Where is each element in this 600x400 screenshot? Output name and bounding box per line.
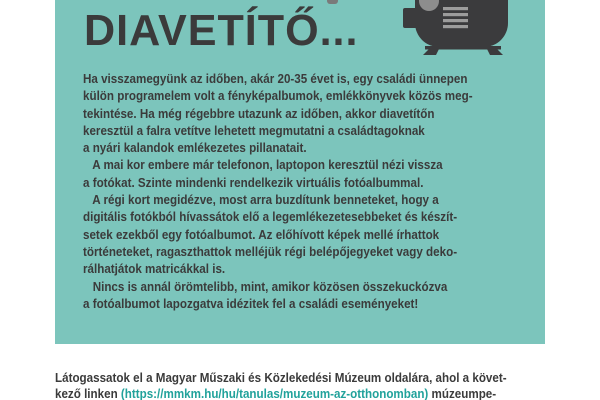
text-line: a fotóalbumot lapozgatva idézitek fel a családi eseményeket!: [83, 296, 419, 311]
text-line: a fotókat. Szinte mindenki rendelkezik virtuális fotóalbummal.: [83, 175, 424, 190]
slide-projector-icon: [403, 0, 513, 55]
footer-line-1: Látogassatok el a Magyar Műszaki és Közlekedési Múzeum oldalára, ahol a követ-: [55, 371, 507, 385]
museum-website-link[interactable]: (https://mmkm.hu/hu/tanulas/muzeum-az-otthonomban): [120, 386, 429, 400]
hero-panel: [55, 0, 545, 344]
intro-paragraphs: [83, 71, 545, 313]
text-line: a nyári kalandok emlékezetes pillanatait.: [83, 141, 307, 156]
text-line: tekintése. Ha még régebbre utazunk az időben, akkor diavetítőn: [83, 106, 435, 121]
footer-line-2: [55, 387, 600, 400]
text-line: A régi kort megidézve, most arra buzdítunk benneteket, hogy a: [83, 193, 439, 208]
text-line: A mai kor embere már telefonon, laptopon keresztül nézi vissza: [83, 158, 443, 173]
text-line: történeteket, ragaszthattok melléjük régi belépőjegyeket vagy deko-: [83, 244, 458, 259]
text-line: Nincs is annál örömtelibb, mint, amikor közösen összekuckózva: [83, 279, 448, 294]
footer-line-2-suffix: múzeumpe-: [428, 386, 497, 400]
text-line: külön programelem volt a fényképalbumok, emlékkönyvek közös meg-: [83, 89, 473, 104]
text-line: setek ezekből egy fotóalbumot. Az előhívott képek mellé írhattok: [83, 227, 440, 242]
text-line: keresztül a falra vetítve lehetett megmutatni a családtagoknak: [83, 123, 425, 138]
cropped-graphic-fragment: [327, 0, 338, 4]
footer-line-2-prefix: kező linken: [55, 386, 121, 400]
page-title: DIAVETÍTŐ...: [84, 6, 359, 55]
text-line: digitális fotókból hívassátok elő a legemlékezetesebbeket és készít-: [83, 210, 458, 225]
text-line: Ha visszamegyünk az időben, akár 20-35 évet is, egy családi ünnepen: [83, 72, 468, 86]
text-line: rálhatjátok matricákkal is.: [83, 262, 226, 277]
footer-note: [55, 371, 600, 400]
